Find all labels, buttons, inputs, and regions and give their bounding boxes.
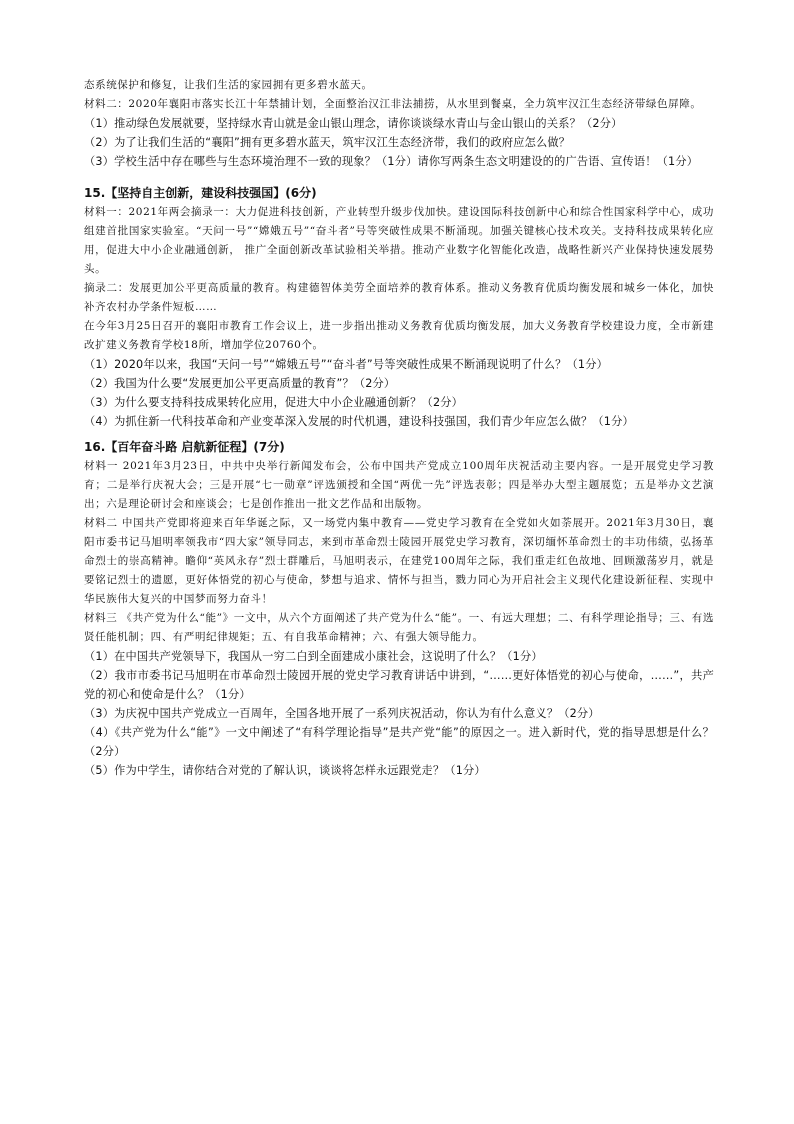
material-1-ending: 态系统保护和修复，让我们生活的家园拥有更多碧水蓝天。 [84,79,373,91]
question-16-3: （3）为庆祝中国共产党成立一百周年，全国各地开展了一系列庆祝活动，你认为有什么意义？（2分） [84,707,600,720]
section-15-local-news: 在今年3月25日召开的襄阳市教育工作会议上，进一步指出推动义务教育优质均衡发展，加大义务教育学校建设力度，全市新建改扩建义务教育学校18所，增加学位20760个。 [84,320,714,351]
question-15-4: （4）为抓住新一代科技革命和产业变革深入发展的时代机遇，建设科技强国，我们青少年应怎么做？（1分） [84,415,634,428]
question-15-2: （2）我国为什么要“发展更加公平更高质量的教育”？（2分） [84,377,396,390]
question-15-3: （3）为什么要支持科技成果转化应用，促进大中小企业融通创新？（2分） [84,396,464,409]
section-15-excerpt-2: 摘录二：发展更加公平更高质量的教育。构建德智体美劳全面培养的教育体系。推动义务教育优质均衡发展和城乡一体化，加快补齐农村办学条件短板…… [84,282,714,313]
material-2-paragraph: 材料二：2020年襄阳市落实长江十年禁捕计划，全面整治汉江非法捕捞，从水里到餐桌，全力筑牢汉江生态经济带绿色屏障。 [84,98,702,110]
question-14-2: （2）为了让我们生活的“襄阳”拥有更多碧水蓝天，筑牢汉江生态经济带，我们的政府应怎么做？ [84,136,571,149]
section-16-material-2: 材料二 中国共产党即将迎来百年华诞之际，又一场党内集中教育——党史学习教育在全党如火如荼展开。2021年3月30日，襄阳市委书记马旭明率领我市“四大家”领导同志，来到市革命烈士陵园开展党史学习教育，深切缅怀革命烈士的丰功伟绩，弘扬革命烈士的崇高精神。瞻仰“英风永存”烈士群雕后，马旭明表示，在建党100周年之际，我们重走红色故地、回顾激荡岁月，就是要铭记烈士的遗愿，更好体悟党的初心与使命，梦想与追求、情怀与担当，戮力同心为开启社会主义现代化建设新征程、实现中华民族伟大复兴的中国梦而努力奋斗！ [84,517,714,605]
section-16-material-3: 材料三 《共产党为什么“能”》一文中，从六个方面阐述了共产党为什么“能”。一、有远大理想；二、有科学理论指导；三、有选贤任能机制；四、有严明纪律规矩；五、有自我革命精神；六、有强大领导能力。 [84,612,714,643]
question-16-2: （2）我市市委书记马旭明在市革命烈士陵园开展的党史学习教育讲话中讲到，“……更好体悟党的初心与使命，……”，共产党的初心和使命是什么？（1分） [84,669,714,701]
section-16-heading: 16.【百年奋斗路 启航新征程】(7分) [84,440,285,454]
question-16-4: （4）《共产党为什么“能”》一文中阐述了“有科学理论指导”是共产党“能”的原因之一。进入新时代，党的指导思想是什么？（2分） [84,726,714,758]
question-14-3: （3）学校生活中存在哪些与生态环境治理不一致的现象？（1分）请你写两条生态文明建设的的广告语、宣传语！（1分） [84,155,699,168]
question-15-1: （1）2020年以来，我国“天问一号”“嫦娥五号”“奋斗者”号等突破性成果不断涌现说明了什么？（1分） [84,358,608,371]
document-page [84,76,714,780]
question-14-1: （1）推动绿色发展就要，坚持绿水青山就是金山银山理念，请你谈谈绿水青山与金山银山的关系？（2分） [84,117,623,130]
section-15-heading: 15.【坚持自主创新，建设科技强国】(6分) [84,186,317,200]
section-15-excerpt-1: 材料一：2021年两会摘录一：大力促进科技创新，产业转型升级步伐加快。建设国际科技创新中心和综合性国家科学中心，成功组建首批国家实验室。“天问一号”“嫦娥五号”“奋斗者”号等突破性成果不断涌现。加强关键核心技术攻关。支持科技成果转化应用，促进大中小企业融通创新， 推广全面创新改革试验相关举措。推动产业数字化智能化改造，战略性新兴产业保持快速发展势头。 [84,206,714,275]
section-16-material-1: 材料一 2021年3月23日，中共中央举行新闻发布会，公布中国共产党成立100周年庆祝活动主要内容。一是开展党史学习教育；二是举行庆祝大会；三是开展“七一勋章”评选颁授和全国“两优一先”评选表彰；四是举办大型主题展览；五是举办文艺演出；六是理论研讨会和座谈会；七是创作推出一批文艺作品和出版物。 [84,460,714,510]
question-16-1: （1）在中国共产党领导下，我国从一穷二白到全面建成小康社会，这说明了什么？（1分） [84,650,543,663]
question-16-5: （5）作为中学生，请你结合对党的了解认识，谈谈将怎样永远跟党走？（1分） [84,764,486,777]
